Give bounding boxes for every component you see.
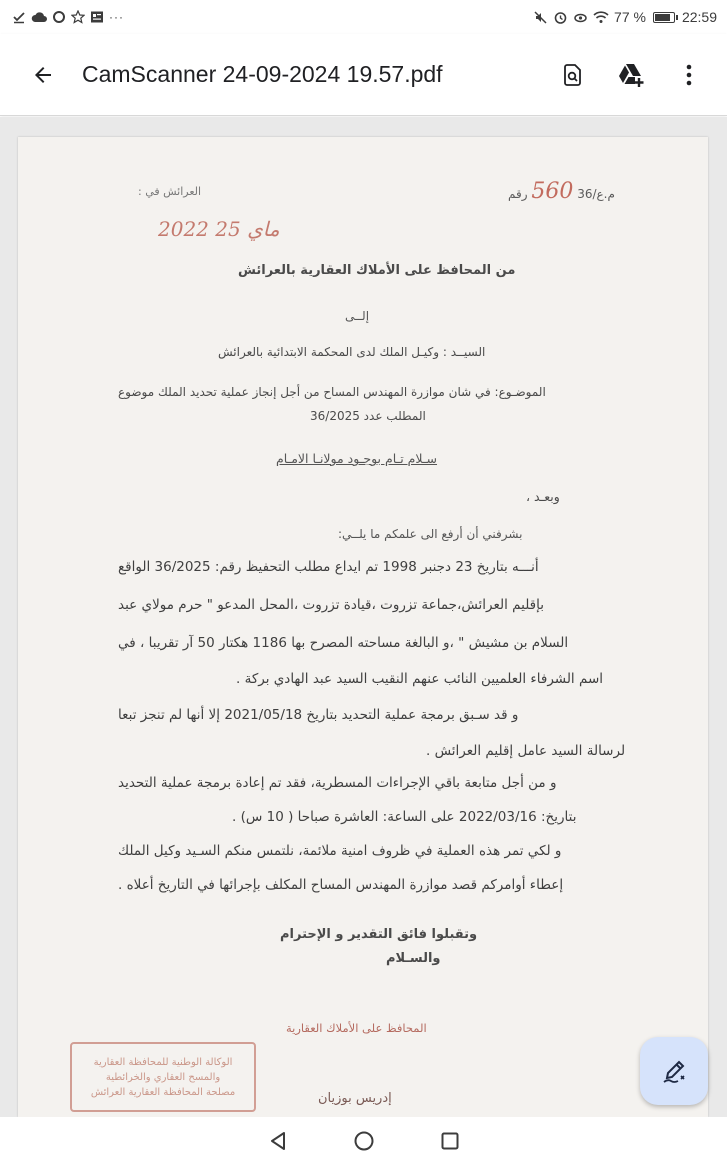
official-stamp xyxy=(70,1042,256,1112)
ref-suffix: م.ع/36 xyxy=(577,187,615,201)
pdf-page xyxy=(18,137,708,1117)
wifi-icon xyxy=(593,10,609,24)
check-download-icon xyxy=(12,10,26,24)
opening-phrase: وبعـد ، xyxy=(526,489,560,504)
body-line: لرسالة السيد عامل إقليم العرائش . xyxy=(426,743,626,759)
ref-label: رقم xyxy=(508,187,528,201)
nav-recents-button[interactable] xyxy=(407,1117,493,1164)
body-line: السلام بن مشيش " ،و البالغة مساحته المصرح بها 1186 هكتار 50 آر تقريبا ، في xyxy=(118,635,569,651)
search-in-doc-icon xyxy=(561,63,585,87)
document-title: CamScanner 24-09-2024 19.57.pdf xyxy=(82,61,443,87)
arrow-back-icon xyxy=(31,63,55,87)
body-line: اسم الشرفاء العلميين النائب عنهم النقيب السيد عبد الهادي بركة . xyxy=(236,671,604,687)
status-right xyxy=(533,9,717,25)
greeting: سـلام تـام بوجـود مولانـا الامـام xyxy=(276,451,438,466)
recents-nav-icon xyxy=(440,1131,460,1151)
back-button[interactable] xyxy=(18,50,68,100)
more-notifications-icon: ··· xyxy=(109,10,124,24)
body-line: و لكي تمر هذه العملية في ظروف امنية ملائمة، نلتمس منكم السـيد وكيل الملك xyxy=(118,843,562,859)
status-bar xyxy=(0,0,727,34)
edit-pen-icon xyxy=(660,1057,688,1085)
intro-line: بشرفني أن أرفع الى علمكم ما يلــي: xyxy=(338,527,523,541)
reference-number xyxy=(508,179,615,204)
app-bar xyxy=(0,34,727,116)
eye-comfort-icon xyxy=(573,10,588,25)
stamp-line: والمسح العقاري والخرائطية xyxy=(105,1071,221,1083)
body-line: إعطاء أوامركم قصد موازرة المهندس المساح المكلف بإجرائها في التاريخ أعلاه . xyxy=(118,877,564,893)
battery-percent: 77 % xyxy=(614,9,646,25)
annotate-fab[interactable] xyxy=(640,1037,708,1105)
body-line: و قد سـبق برمجة عملية التحديد بتاريخ 2021/05/18 إلا أنها لم تنجز تبعا xyxy=(118,707,519,723)
mute-icon xyxy=(533,10,548,25)
alarm-icon xyxy=(553,10,568,25)
add-to-drive-icon xyxy=(617,62,645,88)
to-line: إلــى xyxy=(345,309,370,323)
battery-icon xyxy=(653,12,675,23)
more-options-button[interactable] xyxy=(667,53,711,97)
status-left xyxy=(12,10,124,24)
body-line: بإقليم العرائش،جماعة تزروت ،قيادة تزروت ،المحل المدعو " حرم مولاي عبد xyxy=(118,597,545,613)
subject-line-2: المطلب عدد 36/2025 xyxy=(310,409,426,423)
recipient-line: السيــد : وكيـل الملك لدى المحكمة الابتدائية بالعرائش xyxy=(218,345,486,359)
find-in-document-button[interactable] xyxy=(551,53,595,97)
add-to-drive-button[interactable] xyxy=(609,53,653,97)
nav-home-button[interactable] xyxy=(321,1117,407,1164)
pdf-viewer[interactable] xyxy=(0,117,727,1117)
signature-title: المحافظ على الأملاك العقارية xyxy=(286,1021,427,1035)
handwritten-date: 2022 ماي 25 xyxy=(158,217,280,241)
nav-back-button[interactable] xyxy=(235,1117,321,1164)
cloud-icon xyxy=(31,11,47,23)
app-bar-actions xyxy=(551,53,711,97)
ref-number-handwritten: 560 xyxy=(531,179,574,204)
signatory-name: إدريس بوزيان xyxy=(318,1091,392,1106)
closing-line: وتقبلوا فائق التقدير و الإحترام xyxy=(280,927,478,942)
subject-line-1: الموضـوع: في شان موازرة المهندس المساح من أجل إنجاز عملية تحديد الملك موضوع xyxy=(118,385,546,399)
circle-icon xyxy=(52,10,66,24)
sender-line: من المحافظ على الأملاك العقارية بالعرائش xyxy=(238,263,516,278)
system-navigation-bar xyxy=(0,1117,727,1164)
back-nav-icon xyxy=(269,1131,287,1151)
city-label: العرائش في : xyxy=(138,185,202,198)
body-line: و من أجل متابعة باقي الإجراءات المسطرية، فقد تم إعادة برمجة عملية التحديد xyxy=(118,775,557,791)
stamp-line: الوكالة الوطنية للمحافظة العقارية xyxy=(93,1056,233,1068)
salutation: والسـلام xyxy=(386,951,441,966)
news-icon xyxy=(90,10,104,24)
clock: 22:59 xyxy=(681,9,717,25)
more-options-icon xyxy=(686,64,692,86)
star-icon xyxy=(71,10,85,24)
stamp-line: مصلحة المحافظة العقارية العرائش xyxy=(90,1086,236,1098)
home-nav-icon xyxy=(353,1130,375,1152)
body-line: بتاريخ: 2022/03/16 على الساعة: العاشرة صباحا ( 10 س) . xyxy=(232,809,577,825)
body-line: أنـــه بتاريخ 23 دجنبر 1998 تم ايداع مطلب التحفيظ رقم: 36/2025 الواقع xyxy=(118,559,539,575)
